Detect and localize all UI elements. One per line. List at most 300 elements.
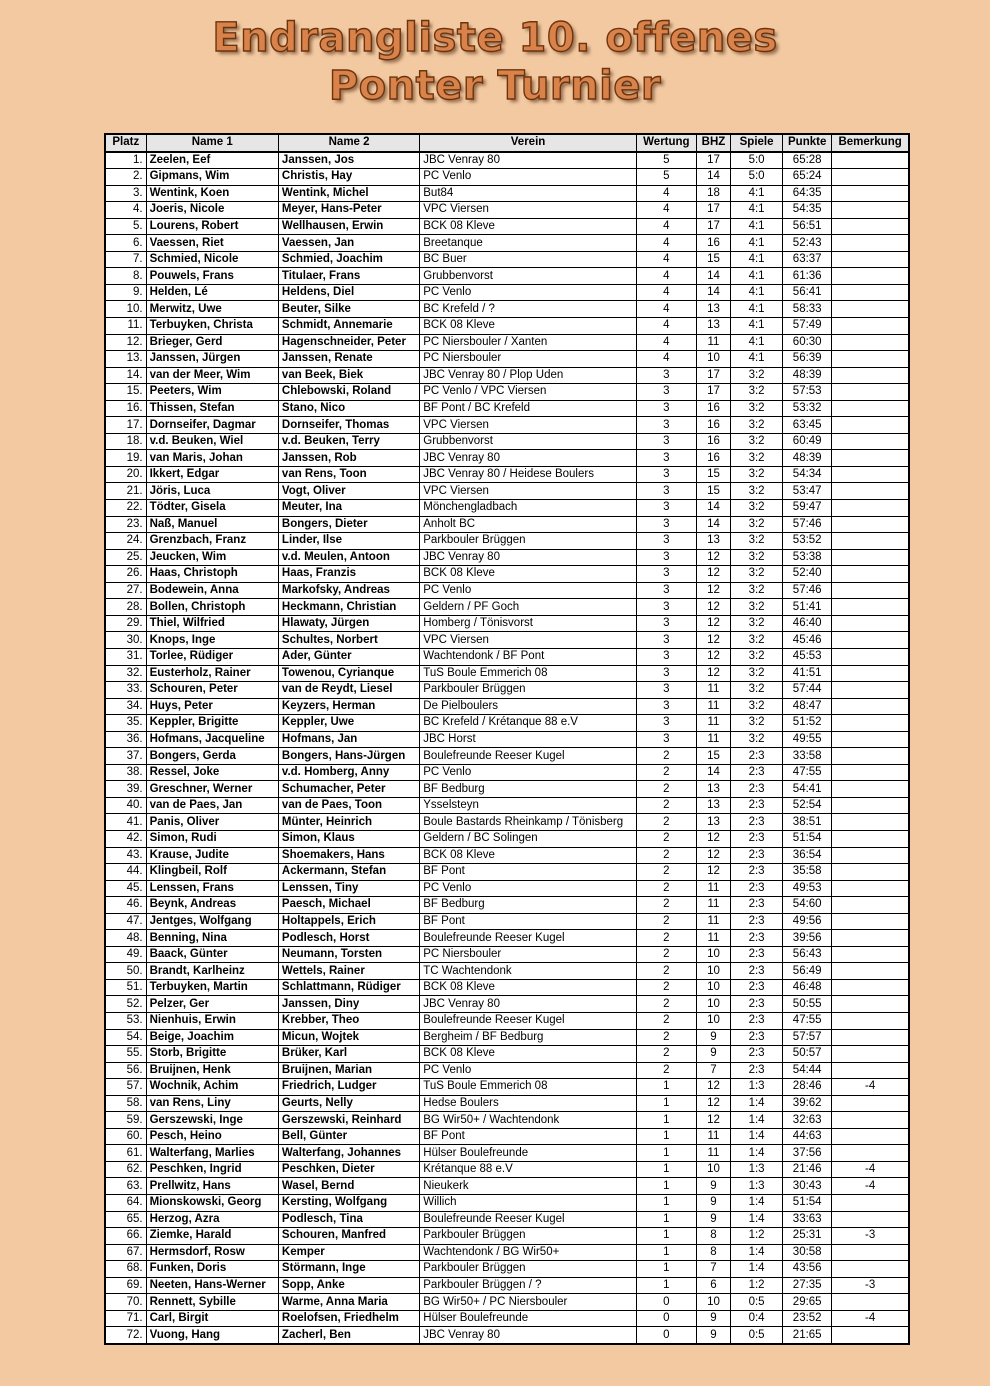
table-row [105,946,909,963]
cell-verein: JBC Venray 80 [420,450,637,467]
cell-bhz: 14 [696,268,730,285]
cell-bemerkung [832,1145,909,1162]
cell-name2: Bongers, Dieter [278,516,419,533]
cell-spiele: 4:1 [731,351,783,368]
table-row [105,781,909,798]
cell-bhz: 9 [696,1310,730,1327]
cell-bhz: 16 [696,235,730,252]
cell-name1: Walterfang, Marlies [146,1145,278,1162]
cell-bhz: 12 [696,864,730,881]
cell-bemerkung [832,1029,909,1046]
cell-name1: Peeters, Wim [146,384,278,401]
cell-name2: v.d. Beuken, Terry [278,433,419,450]
table-row [105,897,909,914]
cell-bemerkung [832,1244,909,1261]
cell-spiele: 3:2 [731,698,783,715]
cell-bemerkung [832,797,909,814]
cell-punkte: 49:53 [783,880,832,897]
cell-name2: Zacherl, Ben [278,1327,419,1344]
page-title [0,14,990,110]
cell-name1: Helden, Lé [146,284,278,301]
cell-platz: 36. [105,731,146,748]
cell-bemerkung [832,202,909,219]
cell-bemerkung: -3 [832,1228,909,1245]
cell-platz: 53. [105,1012,146,1029]
cell-bemerkung [832,1012,909,1029]
cell-bhz: 9 [696,1211,730,1228]
cell-name1: Schouren, Peter [146,682,278,699]
table-row [105,1095,909,1112]
cell-platz: 6. [105,235,146,252]
cell-spiele: 0:5 [731,1294,783,1311]
cell-verein: JBC Venray 80 [420,152,637,169]
cell-name2: Schumacher, Peter [278,781,419,798]
cell-bhz: 12 [696,582,730,599]
cell-bhz: 12 [696,665,730,682]
cell-punkte: 52:40 [783,566,832,583]
cell-name1: Baack, Günter [146,946,278,963]
table-row [105,367,909,384]
cell-verein: Boulefreunde Reeser Kugel [420,1012,637,1029]
cell-name2: van Beek, Biek [278,367,419,384]
cell-bhz: 12 [696,599,730,616]
cell-bemerkung [832,549,909,566]
cell-platz: 35. [105,715,146,732]
cell-bemerkung [832,963,909,980]
cell-spiele: 2:3 [731,963,783,980]
cell-wertung: 3 [636,582,696,599]
cell-name2: Bruijnen, Marian [278,1062,419,1079]
cell-wertung: 3 [636,417,696,434]
cell-wertung: 3 [636,549,696,566]
cell-punkte: 51:54 [783,1195,832,1212]
cell-name1: Tödter, Gisela [146,500,278,517]
cell-spiele: 3:2 [731,665,783,682]
cell-name1: Hofmans, Jacqueline [146,731,278,748]
cell-bemerkung [832,516,909,533]
cell-wertung: 2 [636,847,696,864]
cell-wertung: 5 [636,169,696,186]
cell-bemerkung: -4 [832,1178,909,1195]
cell-name1: Klingbeil, Rolf [146,864,278,881]
cell-verein: Hülser Boulefreunde [420,1310,637,1327]
cell-name2: Krebber, Theo [278,1012,419,1029]
cell-punkte: 28:46 [783,1079,832,1096]
cell-platz: 13. [105,351,146,368]
cell-spiele: 2:3 [731,946,783,963]
cell-name1: Prellwitz, Hans [146,1178,278,1195]
cell-name2: Hofmans, Jan [278,731,419,748]
cell-platz: 66. [105,1228,146,1245]
cell-wertung: 1 [636,1261,696,1278]
cell-bhz: 12 [696,847,730,864]
cell-name1: van Rens, Liny [146,1095,278,1112]
cell-wertung: 4 [636,251,696,268]
cell-spiele: 1:3 [731,1161,783,1178]
cell-name1: Haas, Christoph [146,566,278,583]
cell-bemerkung [832,599,909,616]
cell-name1: Herzog, Azra [146,1211,278,1228]
cell-platz: 2. [105,169,146,186]
table-row [105,500,909,517]
cell-bemerkung [832,748,909,765]
cell-name2: Bell, Günter [278,1128,419,1145]
cell-name1: Bruijnen, Henk [146,1062,278,1079]
cell-spiele: 3:2 [731,433,783,450]
header-bemerkung: Bemerkung [832,134,909,152]
cell-wertung: 3 [636,682,696,699]
cell-verein: PC Venlo [420,169,637,186]
cell-wertung: 2 [636,864,696,881]
cell-bemerkung [832,930,909,947]
cell-bemerkung [832,648,909,665]
cell-verein: Boulefreunde Reeser Kugel [420,1211,637,1228]
cell-punkte: 61:36 [783,268,832,285]
cell-wertung: 1 [636,1161,696,1178]
cell-bemerkung [832,781,909,798]
cell-wertung: 3 [636,500,696,517]
cell-bemerkung [832,764,909,781]
cell-verein: VPC Viersen [420,632,637,649]
cell-name1: Wochnik, Achim [146,1079,278,1096]
cell-bemerkung [832,665,909,682]
cell-platz: 48. [105,930,146,947]
cell-bhz: 11 [696,715,730,732]
cell-wertung: 3 [636,483,696,500]
cell-platz: 21. [105,483,146,500]
cell-punkte: 36:54 [783,847,832,864]
cell-bhz: 16 [696,433,730,450]
cell-bhz: 17 [696,218,730,235]
cell-wertung: 3 [636,466,696,483]
cell-name2: Walterfang, Johannes [278,1145,419,1162]
cell-name1: Carl, Birgit [146,1310,278,1327]
table-row [105,599,909,616]
cell-name2: Ader, Günter [278,648,419,665]
cell-name1: Joeris, Nicole [146,202,278,219]
cell-platz: 63. [105,1178,146,1195]
table-row [105,202,909,219]
cell-bhz: 7 [696,1261,730,1278]
cell-punkte: 49:55 [783,731,832,748]
cell-wertung: 3 [636,384,696,401]
cell-verein: BG Wir50+ / PC Niersbouler [420,1294,637,1311]
cell-platz: 3. [105,185,146,202]
cell-wertung: 1 [636,1244,696,1261]
cell-punkte: 57:44 [783,682,832,699]
cell-name2: Dornseifer, Thomas [278,417,419,434]
cell-wertung: 1 [636,1178,696,1195]
cell-name2: Markofsky, Andreas [278,582,419,599]
cell-bemerkung [832,450,909,467]
cell-name2: Friedrich, Ludger [278,1079,419,1096]
table-row [105,318,909,335]
cell-name2: Haas, Franzis [278,566,419,583]
cell-bemerkung [832,814,909,831]
cell-punkte: 52:43 [783,235,832,252]
cell-platz: 4. [105,202,146,219]
cell-punkte: 60:30 [783,334,832,351]
table-row [105,1128,909,1145]
cell-bemerkung [832,367,909,384]
table-row [105,814,909,831]
cell-name2: Podlesch, Horst [278,930,419,947]
cell-spiele: 3:2 [731,466,783,483]
cell-spiele: 4:1 [731,301,783,318]
cell-punkte: 48:39 [783,450,832,467]
table-row [105,682,909,699]
cell-platz: 71. [105,1310,146,1327]
cell-spiele: 2:3 [731,764,783,781]
cell-platz: 43. [105,847,146,864]
cell-platz: 70. [105,1294,146,1311]
cell-name1: Eusterholz, Rainer [146,665,278,682]
cell-verein: Grubbenvorst [420,268,637,285]
cell-spiele: 2:3 [731,1012,783,1029]
cell-platz: 29. [105,615,146,632]
cell-bemerkung [832,582,909,599]
cell-verein: BCK 08 Kleve [420,318,637,335]
cell-punkte: 57:46 [783,582,832,599]
table-row [105,450,909,467]
cell-wertung: 2 [636,764,696,781]
cell-wertung: 2 [636,748,696,765]
cell-bhz: 11 [696,880,730,897]
cell-name2: Holtappels, Erich [278,913,419,930]
table-row [105,1178,909,1195]
cell-verein: BCK 08 Kleve [420,847,637,864]
cell-platz: 44. [105,864,146,881]
cell-verein: JBC Venray 80 [420,549,637,566]
cell-spiele: 0:4 [731,1310,783,1327]
header-spiele: Spiele [731,134,783,152]
cell-name1: Krause, Judite [146,847,278,864]
cell-bemerkung [832,731,909,748]
cell-spiele: 3:2 [731,400,783,417]
cell-verein: VPC Viersen [420,417,637,434]
cell-name2: Meyer, Hans-Peter [278,202,419,219]
table-row [105,1145,909,1162]
cell-bhz: 15 [696,251,730,268]
cell-platz: 23. [105,516,146,533]
cell-spiele: 2:3 [731,830,783,847]
cell-bhz: 12 [696,1095,730,1112]
cell-wertung: 2 [636,814,696,831]
cell-punkte: 54:35 [783,202,832,219]
cell-name2: Münter, Heinrich [278,814,419,831]
cell-name1: Brieger, Gerd [146,334,278,351]
title-line-2: Ponter Turnier [328,63,662,109]
cell-wertung: 2 [636,830,696,847]
table-row [105,169,909,186]
cell-bhz: 15 [696,466,730,483]
cell-name2: Heldens, Diel [278,284,419,301]
cell-verein: BC Krefeld / Krétanque 88 e.V [420,715,637,732]
cell-name2: Hlawaty, Jürgen [278,615,419,632]
cell-wertung: 2 [636,880,696,897]
cell-spiele: 2:3 [731,996,783,1013]
cell-verein: But84 [420,185,637,202]
cell-verein: Breetanque [420,235,637,252]
cell-spiele: 1:3 [731,1079,783,1096]
cell-name1: Grenzbach, Franz [146,533,278,550]
cell-bemerkung: -4 [832,1161,909,1178]
table-row [105,864,909,881]
cell-bemerkung [832,218,909,235]
cell-punkte: 38:51 [783,814,832,831]
cell-spiele: 3:2 [731,648,783,665]
cell-punkte: 54:44 [783,1062,832,1079]
cell-bemerkung [832,847,909,864]
cell-wertung: 3 [636,615,696,632]
header-punkte: Punkte [783,134,832,152]
cell-bemerkung [832,500,909,517]
cell-bhz: 15 [696,483,730,500]
cell-punkte: 63:45 [783,417,832,434]
cell-bemerkung [832,318,909,335]
cell-name1: Ressel, Joke [146,764,278,781]
table-row [105,698,909,715]
cell-platz: 33. [105,682,146,699]
cell-punkte: 53:38 [783,549,832,566]
cell-name1: Gerszewski, Inge [146,1112,278,1129]
cell-punkte: 54:41 [783,781,832,798]
cell-wertung: 5 [636,152,696,169]
cell-name2: Lenssen, Tiny [278,880,419,897]
cell-punkte: 49:56 [783,913,832,930]
cell-name1: Bollen, Christoph [146,599,278,616]
cell-platz: 9. [105,284,146,301]
cell-verein: Grubbenvorst [420,433,637,450]
cell-verein: BF Bedburg [420,897,637,914]
cell-wertung: 2 [636,797,696,814]
cell-bhz: 13 [696,533,730,550]
cell-spiele: 3:2 [731,582,783,599]
cell-platz: 40. [105,797,146,814]
cell-name1: Merwitz, Uwe [146,301,278,318]
cell-bhz: 8 [696,1228,730,1245]
cell-verein: BF Pont [420,864,637,881]
cell-name2: Wellhausen, Erwin [278,218,419,235]
cell-spiele: 4:1 [731,235,783,252]
cell-punkte: 48:47 [783,698,832,715]
cell-verein: JBC Venray 80 / Plop Uden [420,367,637,384]
cell-platz: 60. [105,1128,146,1145]
cell-punkte: 33:58 [783,748,832,765]
cell-bemerkung [832,913,909,930]
cell-platz: 10. [105,301,146,318]
cell-name2: Christis, Hay [278,169,419,186]
cell-punkte: 57:57 [783,1029,832,1046]
cell-verein: BG Wir50+ / Wachtendonk [420,1112,637,1129]
cell-punkte: 56:41 [783,284,832,301]
cell-bhz: 9 [696,1029,730,1046]
cell-name2: Kersting, Wolfgang [278,1195,419,1212]
cell-spiele: 4:1 [731,218,783,235]
table-row [105,963,909,980]
cell-punkte: 27:35 [783,1277,832,1294]
cell-punkte: 39:56 [783,930,832,947]
cell-name2: Schlattmann, Rüdiger [278,979,419,996]
table-row [105,417,909,434]
cell-name1: Greschner, Werner [146,781,278,798]
cell-punkte: 32:63 [783,1112,832,1129]
cell-name1: Jöris, Luca [146,483,278,500]
cell-name2: Podlesch, Tina [278,1211,419,1228]
cell-wertung: 1 [636,1145,696,1162]
cell-platz: 57. [105,1079,146,1096]
cell-bhz: 13 [696,318,730,335]
title-line-1: Endrangliste 10. offenes [212,15,778,61]
table-row [105,433,909,450]
table-header-row [105,134,909,152]
cell-name1: Thissen, Stefan [146,400,278,417]
cell-platz: 68. [105,1261,146,1278]
cell-bemerkung [832,1062,909,1079]
cell-name1: Huys, Peter [146,698,278,715]
cell-name2: van de Paes, Toon [278,797,419,814]
cell-spiele: 3:2 [731,450,783,467]
cell-punkte: 59:47 [783,500,832,517]
cell-name2: Shoemakers, Hans [278,847,419,864]
table-row [105,533,909,550]
cell-name2: Titulaer, Frans [278,268,419,285]
cell-spiele: 5:0 [731,169,783,186]
cell-verein: Parkbouler Brüggen [420,1261,637,1278]
cell-bemerkung [832,864,909,881]
table-row [105,764,909,781]
cell-wertung: 3 [636,665,696,682]
cell-bhz: 10 [696,351,730,368]
cell-spiele: 3:2 [731,417,783,434]
cell-platz: 19. [105,450,146,467]
cell-spiele: 2:3 [731,979,783,996]
cell-platz: 26. [105,566,146,583]
cell-platz: 45. [105,880,146,897]
cell-wertung: 3 [636,367,696,384]
table-row [105,615,909,632]
cell-platz: 30. [105,632,146,649]
cell-name1: Vaessen, Riet [146,235,278,252]
cell-bemerkung [832,1294,909,1311]
cell-punkte: 35:58 [783,864,832,881]
cell-name1: Dornseifer, Dagmar [146,417,278,434]
cell-bhz: 16 [696,417,730,434]
cell-verein: PC Niersbouler / Xanten [420,334,637,351]
cell-bhz: 17 [696,367,730,384]
cell-bhz: 17 [696,384,730,401]
cell-verein: JBC Venray 80 [420,1327,637,1344]
cell-verein: BC Buer [420,251,637,268]
cell-wertung: 4 [636,318,696,335]
cell-platz: 69. [105,1277,146,1294]
table-row [105,466,909,483]
cell-spiele: 2:3 [731,897,783,914]
table-row [105,1327,909,1344]
cell-spiele: 1:4 [731,1195,783,1212]
cell-wertung: 1 [636,1228,696,1245]
table-row [105,1079,909,1096]
cell-name2: Schultes, Norbert [278,632,419,649]
cell-name1: Pouwels, Frans [146,268,278,285]
cell-wertung: 2 [636,1046,696,1063]
cell-name2: van Rens, Toon [278,466,419,483]
cell-punkte: 57:53 [783,384,832,401]
cell-spiele: 1:4 [731,1145,783,1162]
cell-punkte: 51:41 [783,599,832,616]
cell-bhz: 16 [696,450,730,467]
cell-verein: TC Wachtendonk [420,963,637,980]
